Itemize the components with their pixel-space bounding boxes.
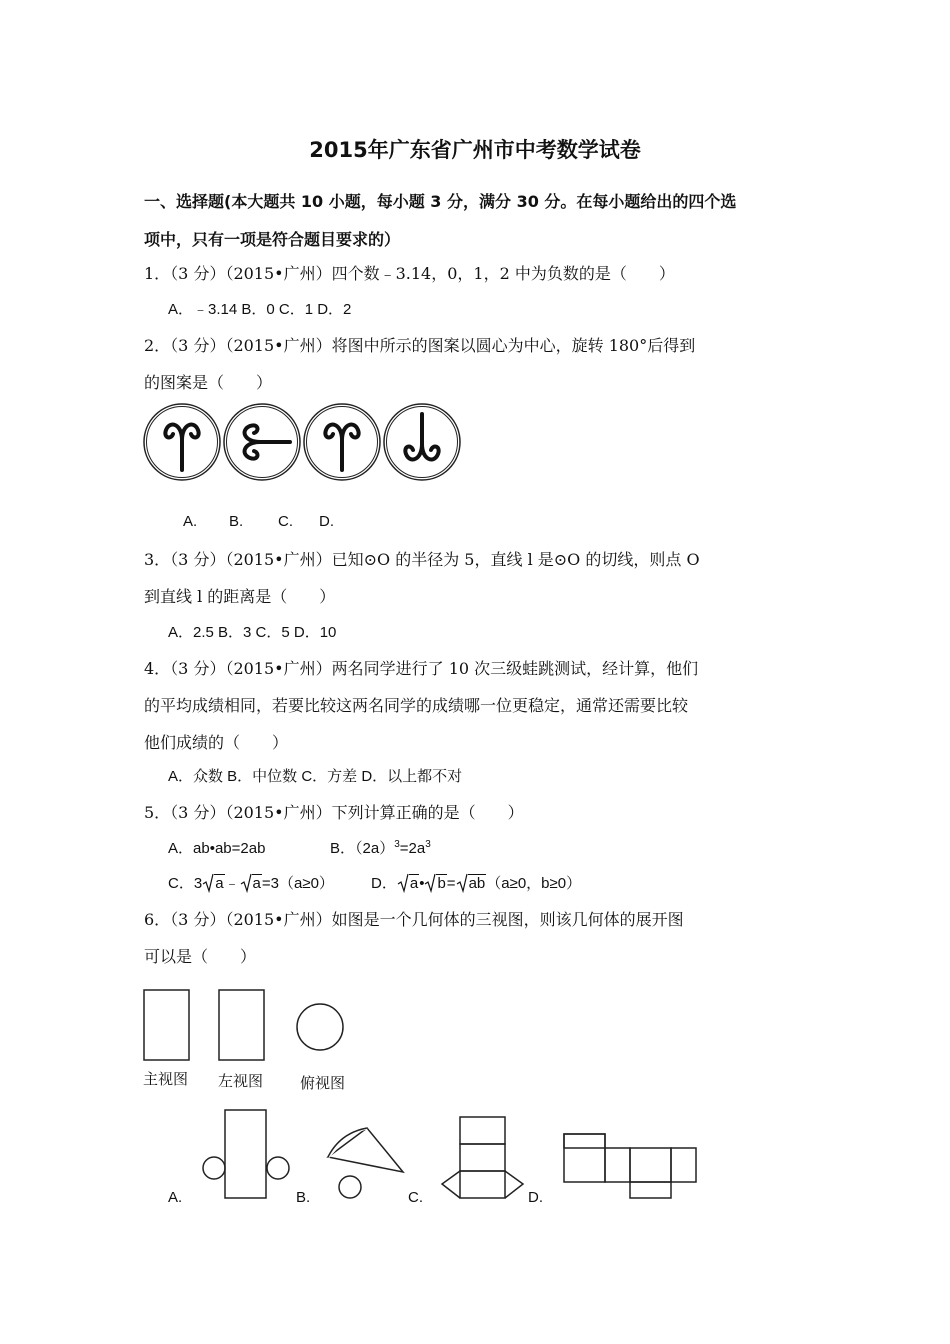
- option-a-figure: [224, 404, 300, 480]
- sqrt-a-radical: a: [202, 875, 224, 892]
- q6-stem-line1: 6．（3 分）（2015•广州）如图是一个几何体的三视图，则该几何体的展开图: [144, 910, 684, 929]
- q6-option-nets: [195, 1105, 705, 1210]
- q2-label-a: A.: [183, 513, 198, 530]
- q1-stem: 1．（3 分）（2015•广州）四个数﹣3.14，0，1，2 中为负数的是（ ）: [144, 264, 675, 283]
- q4-stem-line1: 4．（3 分）（2015•广州）两名同学进行了 10 次三级蛙跳测试，经计算，他们: [144, 659, 699, 678]
- three-views-figure: [140, 985, 360, 1065]
- top-view-label: 俯视图: [300, 1074, 346, 1092]
- page-title: 2015年广东省广州市中考数学试卷: [309, 138, 641, 162]
- net-option-c: [442, 1117, 523, 1198]
- net-option-a: [203, 1110, 289, 1198]
- q6-label-c: C.: [408, 1189, 423, 1206]
- q2-stem-line1: 2．（3 分）（2015•广州）将图中所示的图案以圆心为中心，旋转 180°后得到: [144, 336, 696, 355]
- q5-option-c: C．3 a﹣ a=3（a≥0）: [168, 875, 334, 892]
- q6-label-a: A.: [168, 1189, 183, 1206]
- q2-label-d: D.: [319, 513, 334, 530]
- q3-stem-line1: 3．（3 分）（2015•广州）已知⊙O 的半径为 5，直线 l 是⊙O 的切线，则点 O: [144, 550, 700, 569]
- q6-label-b: B.: [296, 1189, 311, 1206]
- q4-options: A．众数 B．中位数 C．方差 D．以上都不对: [168, 768, 463, 785]
- q5-stem: 5．（3 分）（2015•广州）下列计算正确的是（ ）: [144, 803, 524, 822]
- aries-pattern-figure: [144, 404, 220, 480]
- q3-options: A．2.5 B．3 C．5 D．10: [168, 624, 337, 641]
- net-option-b: [328, 1128, 403, 1198]
- top-view-circle: [297, 1004, 343, 1050]
- front-view-rect: [144, 990, 189, 1060]
- section-heading-line1: 一、选择题(本大题共 10 小题，每小题 3 分，满分 30 分。在每小题给出的四个选: [144, 192, 737, 211]
- option-b-figure: [304, 404, 380, 480]
- q6-label-d: D.: [528, 1189, 543, 1206]
- q1-options: A．﹣3.14 B．0 C．1 D．2: [168, 301, 352, 318]
- left-view-label: 左视图: [218, 1072, 264, 1090]
- net-option-d: [564, 1134, 696, 1198]
- q2-figure: [140, 400, 465, 485]
- section-heading-line2: 项中，只有一项是符合题目要求的）: [144, 230, 401, 249]
- q5-option-a: A．ab•ab=2ab: [168, 840, 266, 857]
- front-view-label: 主视图: [143, 1070, 189, 1088]
- q4-stem-line2: 的平均成绩相同，若要比较这两名同学的成绩哪一位更稳定，通常还需要比较: [144, 696, 689, 715]
- q5-option-d: D． a• b= ab（a≥0，b≥0）: [371, 875, 582, 892]
- sqrt-a-radical: a: [397, 875, 419, 892]
- q3-stem-line2: 到直线 l 的距离是（ ）: [144, 587, 336, 606]
- q2-label-b: B.: [229, 513, 244, 530]
- left-view-rect: [219, 990, 264, 1060]
- sqrt-b-radical: b: [424, 875, 446, 892]
- q4-stem-line3: 他们成绩的（ ）: [144, 733, 289, 752]
- q2-stem-line2: 的图案是（ ）: [144, 373, 273, 392]
- q6-stem-line2: 可以是（ ）: [144, 947, 257, 966]
- option-c-figure: [384, 404, 460, 480]
- q5-option-b: B．$(2a)^3=2a^3$: [330, 839, 431, 857]
- sqrt-a-radical: a: [240, 875, 262, 892]
- sqrt-ab-radical: ab: [456, 875, 487, 892]
- q2-label-c: C.: [278, 513, 293, 530]
